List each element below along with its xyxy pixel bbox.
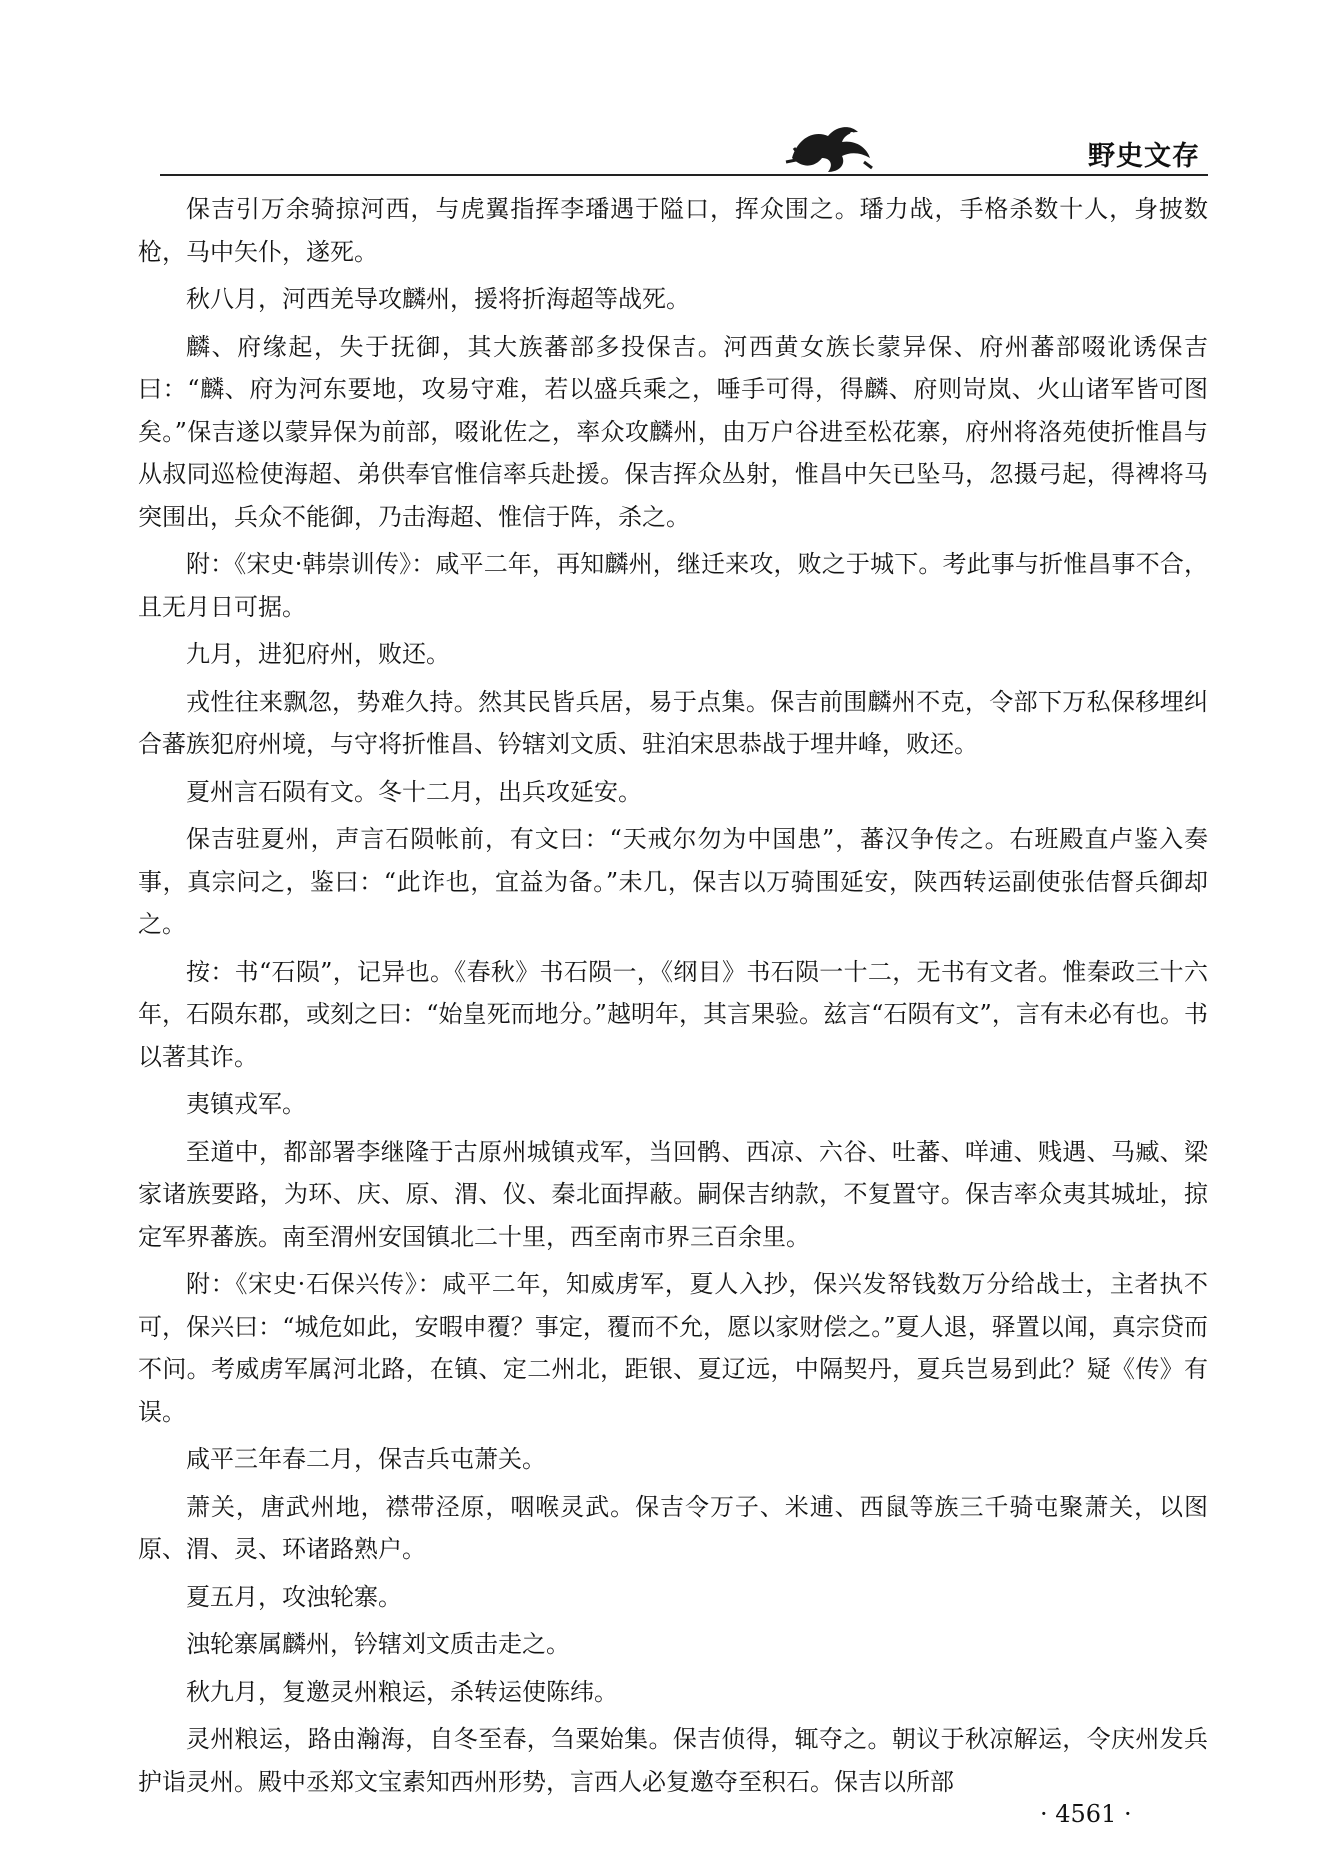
- paragraph: 保吉驻夏州，声言石陨帐前，有文曰：“天戒尔勿为中国患”，蕃汉争传之。右班殿直卢鉴入奏事，真宗问之，鉴曰：“此诈也，宜益为备。”未几，保吉以万骑围延安，陕西转运副使张佶督兵御却之。: [138, 825, 1208, 938]
- dragon-emblem-icon: [780, 118, 880, 176]
- header-title: 野史文存: [1088, 141, 1200, 172]
- paragraph: 附：《宋史·石保兴传》：咸平二年，知威虏军，夏人入抄，保兴发帑钱数万分给战士，主者执不可，保兴曰：“城危如此，安暇申覆？事定，覆而不允，愿以家财偿之。”夏人退，驿置以闻，真宗贷而不问。考威虏军属河北路，在镇、定二州北，距银、夏辽远，中隔契丹，夏兵岂易到此？疑《传》有误。: [138, 1270, 1208, 1426]
- paragraph: 麟、府缘起，失于抚御，其大族蕃部多投保吉。河西黄女族长蒙异保、府州蕃部啜讹诱保吉曰：“麟、府为河东要地，攻易守难，若以盛兵乘之，唾手可得，得麟、府则岢岚、火山诸军皆可图矣。”保吉遂以蒙异保为前部，啜讹佐之，率众攻麟州，由万户谷进至松花寨，府州将洛苑使折惟昌与从叔同巡检使海超、弟供奉官惟信率兵赴援。保吉挥众丛射，惟昌中矢已坠马，忽摄弓起，得裨将马突围出，兵众不能御，乃击海超、惟信于阵，杀之。: [138, 332, 1208, 531]
- main-text: [138, 188, 1208, 1808]
- paragraph: 九月，进犯府州，败还。: [186, 640, 450, 668]
- paragraph: 按：书“石陨”，记异也。《春秋》书石陨一，《纲目》书石陨一十二，无书有文者。惟秦政三十六年，石陨东郡，或刻之曰：“始皇死而地分。”越明年，其言果验。兹言“石陨有文”，言有未必有也。书以著其诈。: [138, 957, 1208, 1071]
- paragraph: 保吉引万余骑掠河西，与虎翼指挥李璠遇于隘口，挥众围之。璠力战，手格杀数十人，身披数枪，马中矢仆，遂死。: [138, 195, 1208, 266]
- paragraph: 萧关，唐武州地，襟带泾原，咽喉灵武。保吉令万子、米逋、西鼠等族三千骑屯聚萧关，以图原、渭、灵、环诸路熟户。: [138, 1492, 1208, 1563]
- paragraph: 秋八月，河西羌导攻麟州，援将折海超等战死。: [186, 285, 690, 313]
- page-number: · 4561 ·: [1040, 1800, 1132, 1828]
- paragraph: 咸平三年春二月，保吉兵屯萧关。: [186, 1445, 546, 1473]
- paragraph: 戎性往来飘忽，势难久持。然其民皆兵居，易于点集。保吉前围麟州不克，令部下万私保移埋纠合蕃族犯府州境，与守将折惟昌、钤辖刘文质、驻泊宋思恭战于埋井峰，败还。: [138, 687, 1208, 758]
- paragraph: 至道中，都部署李继隆于古原州城镇戎军，当回鹘、西凉、六谷、吐蕃、咩逋、贱遇、马臧、梁家诸族要路，为环、庆、原、渭、仪、秦北面捍蔽。嗣保吉纳款，不复置守。保吉率众夷其城址，掠定军界蕃族。南至渭州安国镇北二十里，西至南市界三百余里。: [138, 1137, 1208, 1251]
- paragraph: 秋九月，复邀灵州粮运，杀转运使陈纬。: [186, 1677, 618, 1706]
- paragraph: 夏州言石陨有文。冬十二月，出兵攻延安。: [186, 777, 642, 806]
- paragraph: 浊轮寨属麟州，钤辖刘文质击走之。: [186, 1630, 570, 1658]
- paragraph: 夷镇戎军。: [186, 1090, 306, 1118]
- header-divider: [160, 174, 1208, 176]
- paragraph: 附：《宋史·韩崇训传》：咸平二年，再知麟州，继迁来攻，败之于城下。考此事与折惟昌事不合，且无月日可据。: [138, 550, 1208, 621]
- running-header: [160, 118, 1208, 178]
- paragraph: 夏五月，攻浊轮寨。: [186, 1582, 402, 1611]
- paragraph: 灵州粮运，路由瀚海，自冬至春，刍粟始集。保吉侦得，辄夺之。朝议于秋凉解运，令庆州发兵护诣灵州。殿中丞郑文宝素知西州形势，言西人必复邀夺至积石。保吉以所部: [138, 1725, 1208, 1796]
